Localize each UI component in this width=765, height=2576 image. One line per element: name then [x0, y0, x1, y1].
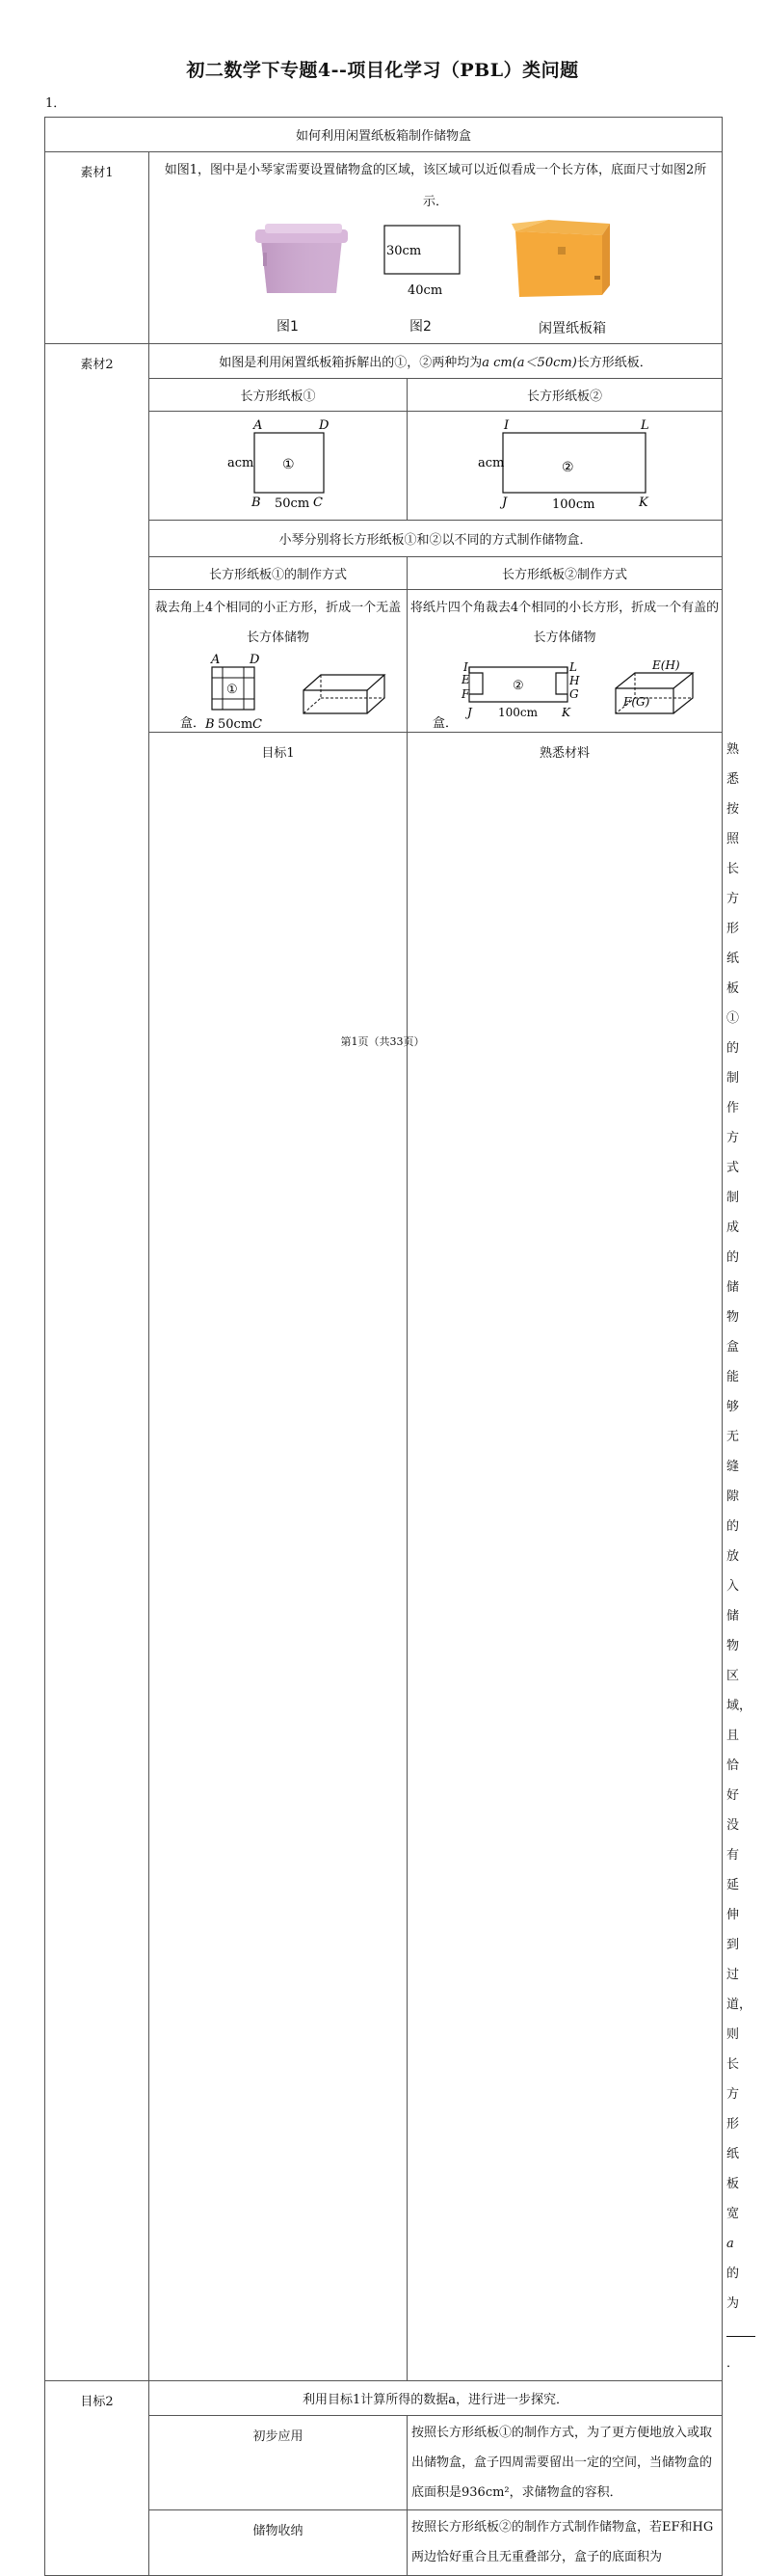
material1-text: 如图1，图中是小琴家需要设置储物盒的区域，该区域可以近似看成一个长方体，底面尺寸如图2所示． — [164, 163, 707, 209]
svg-text:B: B — [205, 717, 215, 732]
answer-blank — [726, 2324, 755, 2337]
svg-text:J: J — [502, 496, 508, 510]
board2-figure — [408, 412, 723, 516]
goal2-row2-text-cell — [408, 2510, 723, 2576]
storage-box-photo — [251, 218, 352, 295]
svg-text:C: C — [252, 717, 262, 732]
svg-text:C: C — [313, 496, 323, 510]
svg-text:acm: acm — [478, 456, 505, 470]
page-title: 初二数学下专题4--项目化学习（PBL）类问题 — [186, 60, 579, 81]
make2-figure — [408, 652, 723, 733]
cardboard-box-photo — [510, 218, 616, 299]
table-header-text: 如何利用闲置纸板箱制作储物盒 — [296, 129, 472, 144]
goal2-intro: 利用目标1计算所得的数据a，进行进一步探究． — [149, 2381, 723, 2416]
svg-text:50cm: 50cm — [218, 717, 253, 732]
svg-text:L: L — [569, 660, 577, 674]
goal1-mid: 熟悉材料 — [408, 733, 723, 2381]
svg-text:K: K — [562, 706, 570, 719]
page-footer: 第1页（共33页） — [340, 1035, 425, 1048]
svg-text:①: ① — [226, 683, 238, 697]
svg-text:50cm: 50cm — [275, 496, 310, 511]
svg-text:A: A — [211, 653, 221, 667]
svg-text:I: I — [463, 660, 468, 674]
svg-text:K: K — [639, 496, 648, 510]
svg-text:I: I — [504, 418, 510, 433]
svg-text:D: D — [250, 653, 260, 667]
base-rectangle-figure — [379, 224, 494, 310]
board2-figure-cell — [408, 412, 723, 521]
make-intro: 小琴分别将长方形纸板①和②以不同的方式制作储物盒． — [149, 521, 723, 557]
svg-text:100cm: 100cm — [552, 497, 595, 512]
material1-label: 素材1 — [45, 152, 149, 344]
board1-figure-cell — [149, 412, 408, 521]
goal2-row2-mid: 储物收纳 — [149, 2510, 408, 2576]
make1-text: 裁去角上4个相同的小正方形，折成一个无盖长方体储物 — [154, 601, 402, 645]
svg-text:F: F — [462, 687, 470, 701]
svg-text:L: L — [641, 418, 649, 433]
svg-text:盒．: 盒． — [180, 716, 206, 731]
svg-text:H: H — [569, 674, 580, 687]
svg-text:②: ② — [562, 460, 574, 475]
goal2-row1-text-cell — [408, 2416, 723, 2510]
svg-text:G: G — [569, 687, 579, 701]
board2-title: 长方形纸板② — [408, 379, 723, 412]
svg-text:②: ② — [513, 679, 524, 693]
make1-figure — [149, 652, 408, 733]
fig1-caption: 图1 — [277, 319, 299, 335]
svg-text:acm: acm — [227, 456, 254, 470]
fig2-width-label: 40cm — [408, 283, 443, 298]
svg-text:E(H): E(H) — [652, 658, 680, 672]
make1-cell — [149, 590, 408, 733]
goal2-row1-mid: 初步应用 — [149, 2416, 408, 2510]
material2-label: 素材2 — [45, 344, 149, 2381]
goal2-row1-text: 按照长方形纸板①的制作方式，为了更方便地放入或取出储物盒，盒子四周需要留出一定的空间，当储物盒的底面积是936cm²，求储物盒的容积． — [411, 2426, 713, 2500]
goal2-row2-text: 按照长方形纸板②的制作方式制作储物盒，若EF和HG两边恰好重合且无重叠部分，盒子的底面积为 — [411, 2520, 714, 2564]
material2-intro: 如图是利用闲置纸板箱拆解出的①，②两种均为a cm(a＜50cm)长方形纸板． — [149, 344, 723, 379]
make1-title: 长方形纸板①的制作方式 — [149, 557, 408, 590]
svg-text:F(G): F(G) — [623, 695, 650, 709]
fig2-height-label: 30cm — [386, 244, 422, 258]
project-table — [44, 117, 752, 2576]
material1-content — [149, 152, 723, 344]
svg-text:B: B — [251, 496, 261, 510]
material1-figures — [149, 218, 722, 343]
board1-title: 长方形纸板① — [149, 379, 408, 412]
svg-text:E: E — [462, 673, 470, 686]
svg-text:盒．: 盒． — [433, 716, 459, 731]
make2-text: 将纸片四个角裁去4个相同的小长方形，折成一个有盖的长方体储物 — [409, 601, 720, 645]
goal1-text: 熟悉按照长方形纸板①的制作方式制成的储物盒能够无缝隙的放入储物区域，且恰好没有延伸到过道，则长方形纸板宽a的为 ． — [723, 733, 730, 2380]
goal1-label: 目标1 — [149, 733, 408, 2381]
goal2-label: 目标2 — [45, 2381, 149, 2576]
make2-cell — [408, 590, 723, 733]
fig2-caption: 图2 — [409, 319, 432, 335]
svg-text:D: D — [319, 418, 330, 433]
make2-title: 长方形纸板②制作方式 — [408, 557, 723, 590]
board1-figure — [149, 412, 408, 516]
question-number: 1． — [45, 96, 66, 111]
svg-text:100cm: 100cm — [498, 706, 539, 719]
fig3-caption: 闲置纸板箱 — [539, 321, 606, 336]
svg-text:①: ① — [282, 457, 295, 472]
svg-text:J: J — [467, 706, 472, 719]
svg-text:A: A — [253, 418, 263, 433]
table-header — [45, 118, 723, 152]
